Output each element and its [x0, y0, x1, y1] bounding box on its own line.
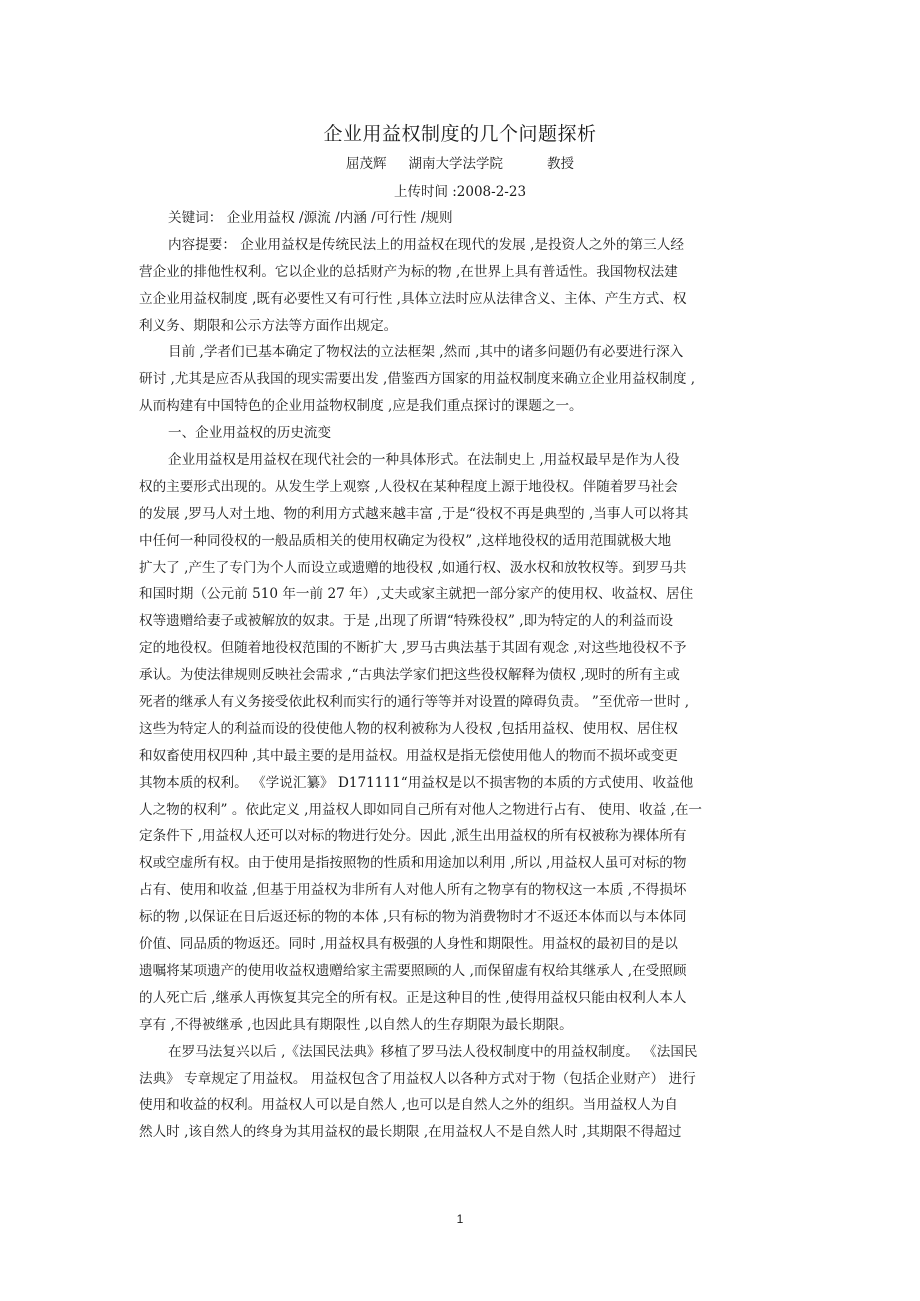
- text-line: 标的物 ,以保证在日后返还标的物的本体 ,只有标的物为消费物时才不返还本体而以与本体同: [139, 909, 687, 926]
- text-line: 一、企业用益权的历史流变: [168, 425, 332, 442]
- text-line: 的人死亡后 ,继承人再恢复其完全的所有权。正是这种目的性 ,使得用益权只能由权利人本人: [139, 989, 687, 1006]
- text-line: 内容提要： 企业用益权是传统民法上的用益权在现代的发展 ,是投资人之外的第三人经: [168, 236, 684, 253]
- text-line: 从而构建有中国特色的企业用益物权制度 ,应是我们重点探讨的课题之一。: [139, 398, 583, 415]
- text-line: 死者的继承人有义务接受依此权利而实行的通行等等并对设置的障碍负责。 ”至优帝一世时 ,: [139, 694, 690, 711]
- text-line: 然人时 ,该自然人的终身为其用益权的最长期限 ,在用益权人不是自然人时 ,其期限不得超过: [139, 1124, 682, 1141]
- text-line: 承认。为使法律规则反映社会需求 ,“古典法学家们把这些役权解释为债权 ,现时的所有主或: [139, 667, 680, 684]
- text-line: 目前 ,学者们已基本确定了物权法的立法框架 ,然而 ,其中的诸多问题仍有必要进行深入: [168, 344, 684, 361]
- document-title: 企业用益权制度的几个问题探析: [323, 123, 597, 145]
- text-line: 中任何一种同役权的一般品质相关的使用权确定为役权” ,这样地役权的适用范围就极大地: [139, 532, 672, 549]
- body-text: [139, 205, 779, 1146]
- text-line: 利义务、期限和公示方法等方面作出规定。: [139, 317, 398, 334]
- text-line: 在罗马法复兴以后 ,《法国民法典》移植了罗马法人役权制度中的用益权制度。 《法国民: [168, 1043, 698, 1060]
- text-line: 权等遗赠给妻子或被解放的奴隶。于是 ,出现了所谓“特殊役权” ,即为特定的人的利益而设: [139, 613, 674, 630]
- text-line: 企业用益权是用益权在现代社会的一种具体形式。在法制史上 ,用益权最早是作为人役: [168, 452, 680, 469]
- text-line: 立企业用益权制度 ,既有必要性又有可行性 ,具体立法时应从法律含义、主体、产生方式、权: [139, 290, 687, 307]
- text-line: 和奴畜使用权四种 ,其中最主要的是用益权。用益权是指无偿使用他人的物而不损坏或变更: [139, 747, 678, 764]
- text-line: 的发展 ,罗马人对土地、物的利用方式越来越丰富 ,于是“役权不再是典型的 ,当事人可以将其: [139, 505, 689, 522]
- page-number: 1: [456, 1212, 464, 1226]
- text-line: 人之物的权利” 。依此定义 ,用益权人即如同自己所有对他人之物进行占有、 使用、收益 ,在一: [139, 801, 703, 818]
- author-affiliation: 湖南大学法学院: [408, 156, 503, 172]
- text-line: 这些为特定人的利益而设的役使他人物的权利被称为人役权 ,包括用益权、使用权、居住权: [139, 720, 678, 737]
- text-line: 占有、使用和收益 ,但基于用益权为非所有人对他人所有之物享有的物权这一本质 ,不得损坏: [139, 882, 687, 899]
- text-line: 其物本质的权利。 《学说汇纂》 D171111“用益权是以不损害物的本质的方式使用、收益他: [139, 774, 694, 791]
- text-line: 使用和收益的权利。用益权人可以是自然人 ,也可以是自然人之外的组织。当用益权人为自: [139, 1097, 678, 1114]
- text-line: 遗嘱将某项遗产的使用收益权遗赠给家主需要照顾的人 ,而保留虚有权给其继承人 ,在受照顾: [139, 962, 687, 979]
- text-line: 价值、同品质的物返还。同时 ,用益权具有极强的人身性和期限性。用益权的最初目的是以: [139, 936, 678, 953]
- author-position: 教授: [547, 156, 574, 172]
- text-line: 权的主要形式出现的。从发生学上观察 ,人役权在某种程度上源于地役权。伴随着罗马社会: [139, 478, 678, 495]
- text-line: 研讨 ,尤其是应否从我国的现实需要出发 ,借鉴西方国家的用益权制度来确立企业用益权制度 ,: [139, 371, 696, 388]
- text-line: 法典》 专章规定了用益权。 用益权包含了用益权人以各种方式对于物（包括企业财产） 进行: [139, 1070, 696, 1087]
- text-line: 扩大了 ,产生了专门为个人而设立或遗赠的地役权 ,如通行权、汲水权和放牧权等。到罗马共: [139, 559, 687, 576]
- author-name: 屈茂辉: [346, 156, 387, 172]
- text-line: 定的地役权。但随着地役权范围的不断扩大 ,罗马古典法基于其固有观念 ,对这些地役权不予: [139, 640, 687, 657]
- text-line: 享有 ,不得被继承 ,也因此具有期限性 ,以自然人的生存期限为最长期限。: [139, 1016, 573, 1033]
- author-line: [0, 152, 920, 172]
- upload-time: 上传时间 :2008-2-23: [393, 184, 527, 200]
- text-line: 权或空虚所有权。由于使用是指按照物的性质和用途加以利用 ,所以 ,用益权人虽可对标的物: [139, 855, 687, 872]
- text-line: 关键词： 企业用益权 /源流 /内涵 /可行性 /规则: [168, 210, 453, 226]
- text-line: 和国时期（公元前 510 年一前 27 年）,丈夫或家主就把一部分家产的使用权、收益权、居住: [139, 586, 694, 603]
- text-line: 营企业的排他性权利。它以企业的总括财产为标的物 ,在世界上具有普适性。我国物权法建: [139, 263, 678, 280]
- text-line: 定条件下 ,用益权人还可以对标的物进行处分。因此 ,派生出用益权的所有权被称为裸体所有: [139, 828, 687, 845]
